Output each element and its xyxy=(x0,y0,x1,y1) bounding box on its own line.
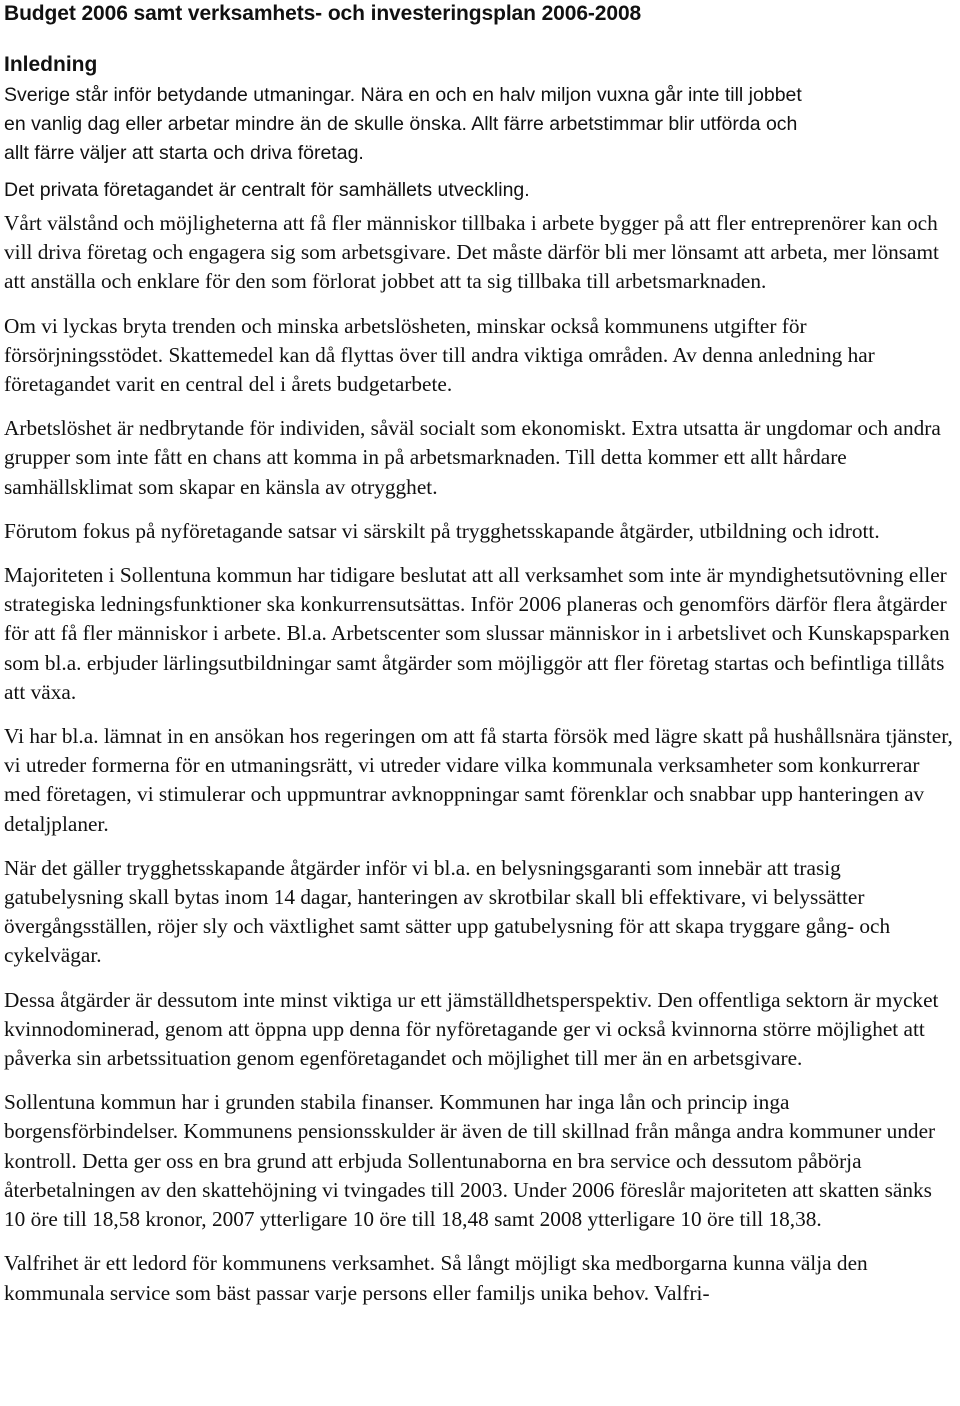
section-heading-inledning: Inledning xyxy=(4,53,98,76)
body-paragraph-7: När det gäller trygghetsskapande åtgärder inför vi bl.a. en belysningsgaranti som innebär att trasig gatubelysning skall bytas inom 14 dagar, hanteringen av skrotbilar skall bli effektivare, vi belyssätter övergångsställen, röjer sly och växtlighet samt sätter upp gatubelysning för att skapa tryggare gång- och cykelvägar. xyxy=(4,855,891,968)
intro-line-2: en vanlig dag eller arbetar mindre än de skulle önska. Allt färre arbetstimmar blir utförda och xyxy=(4,113,798,135)
body-paragraph-8: Dessa åtgärder är dessutom inte minst viktiga ur ett jämställdhetsperspektiv. Den offentliga sektorn är mycket kvinnodominerad, genom att öppna upp denna för nyföretagande ger vi också kvinnorna större möjlighet att påverka sin arbetssituation genom egenföretagandet och möjlighet till mer än en arbetsgivare. xyxy=(4,987,939,1071)
body-paragraph-6: Vi har bl.a. lämnat in en ansökan hos regeringen om att få starta försök med lägre skatt på hushållsnära tjänster, vi utreder formerna för en utmaningsrätt, vi utreder vidare vilka kommunala verksamheter som konkurrerar med företagen, vi stimulerar och uppmuntrar avknoppningar samt förenklar och snabbar upp hanteringen av detaljplaner. xyxy=(4,724,953,836)
body-paragraph-5: Majoriteten i Sollentuna kommun har tidigare beslutat att all verksamhet som inte är myndighetsutövning eller strategiska ledningsfunktioner ska konkurrensutsättas. Inför 2006 planeras och genomförs därför flera åtgärder för att få fler människor i arbete. Bl.a. Arbetscenter som slussar människor in i arbetslivet och Kunskapsparken som bl.a. erbjuder lärlingsutbildningar samt åtgärder som möjliggör att fler företag startas och befintliga tillåts att växa. xyxy=(4,563,950,704)
private-enterprise-sentence: Det privata företagandet är centralt för samhällets utveckling. xyxy=(4,179,530,201)
body-paragraph-9: Sollentuna kommun har i grunden stabila finanser. Kommunen har inga lån och princip inga borgensförbindelser. Kommunens pensionsskulder är även de till skillnad från många andra kommuner under kontroll. Detta ger oss en bra grund att erbjuda Sollentunaborna en bra service och dessutom påbörja återbetalningen av den skattehöjning vi tvingades till 2003. Under 2006 föreslår majoriteten att skatten sänks 10 öre till 18,58 kronor, 2007 ytterligare 10 öre till 18,48 samt 2008 ytterligare 10 öre till 18,38. xyxy=(4,1090,936,1232)
document-page xyxy=(4,0,956,1323)
intro-line-3: allt färre väljer att starta och driva företag. xyxy=(4,142,364,164)
body-paragraph-3: Arbetslöshet är nedbrytande för individen, såväl socialt som ekonomiskt. Extra utsatta är ungdomar och andra grupper som inte fått en chans att komma in på arbetsmarknaden. Till detta kommer ett allt hårdare samhällsklimat som skapar en känsla av otrygghet. xyxy=(4,416,941,499)
body-paragraph-2: Om vi lyckas bryta trenden och minska arbetslösheten, minskar också kommunens utgifter för försörjningsstödet. Skattemedel kan då flyttas över till andra viktiga områden. Av denna anledning har företagandet varit en central del i årets budgetarbete. xyxy=(4,313,875,397)
body-paragraph-1: Vårt välstånd och möjligheterna att få fler människor tillbaka i arbete bygger på att fler entreprenörer kan och vill driva företag och engagera sig som arbetsgivare. Det måste därför bli mer lönsamt att arbeta, mer lönsamt att anställa och enklare för den som förlorat jobbet att ta sig tillbaka till arbetsmarknaden. xyxy=(4,211,939,294)
intro-line-1: Sverige står inför betydande utmaningar. Nära en och en halv miljon vuxna går inte till jobbet xyxy=(4,84,802,106)
intro-paragraph xyxy=(4,81,956,168)
document-title: Budget 2006 samt verksamhets- och investeringsplan 2006-2008 xyxy=(4,2,642,25)
body-paragraph-4: Förutom fokus på nyföretagande satsar vi särskilt på trygghetsskapande åtgärder, utbildning och idrott. xyxy=(4,518,880,543)
body-paragraph-10: Valfrihet är ett ledord för kommunens verksamhet. Så långt möjligt ska medborgarna kunna välja den kommunala service som bäst passar varje persons eller familjs unika behov. Valfri- xyxy=(4,1251,868,1305)
